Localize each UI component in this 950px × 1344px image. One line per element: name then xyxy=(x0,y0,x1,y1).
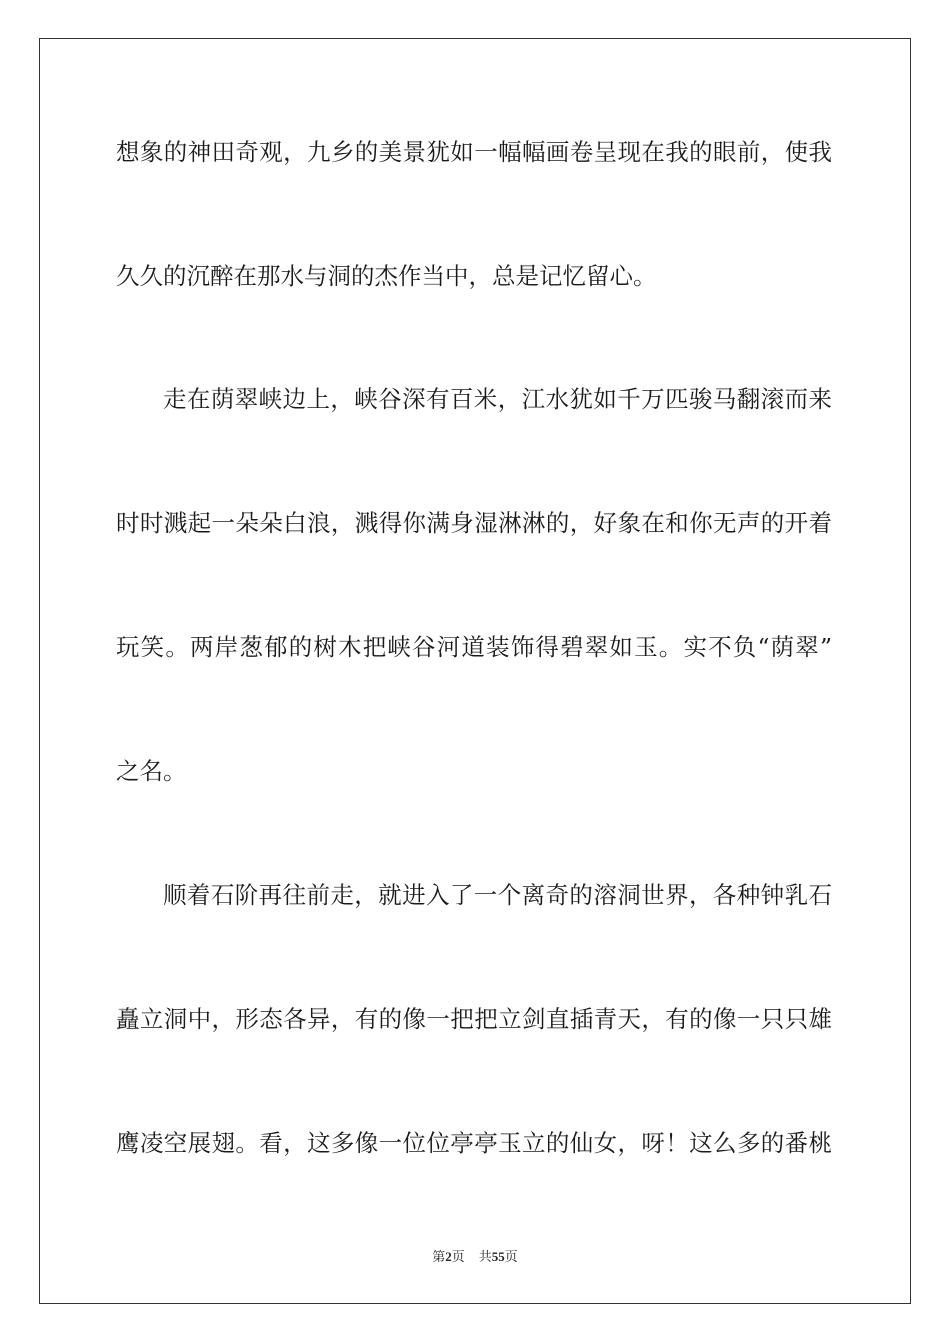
page-number: 2 xyxy=(445,1249,452,1264)
page-prefix: 第 xyxy=(432,1250,446,1265)
page-suffix: 页 xyxy=(451,1250,465,1265)
text-line: 久久的沉醉在那水与洞的杰作当中，总是记忆留心。 xyxy=(116,262,657,290)
text-line: 玩笑。两岸葱郁的树木把峡谷河道装饰得碧翠如玉。实不负“荫翠” xyxy=(116,633,832,661)
text-line: 之名。 xyxy=(116,757,187,785)
text-line: 矗立洞中，形态各异，有的像一把把立剑直插青天，有的像一只只雄 xyxy=(116,1005,832,1033)
page-border xyxy=(39,38,911,1304)
text-line: 鹰凌空展翅。看，这多像一位位亭亭玉立的仙女，呀！这么多的番桃 xyxy=(116,1129,832,1157)
total-prefix: 共 xyxy=(478,1250,492,1265)
total-suffix: 页 xyxy=(504,1250,518,1265)
total-pages: 55 xyxy=(491,1249,505,1264)
text-line: 走在荫翠峡边上，峡谷深有百米，江水犹如千万匹骏马翻滚而来 xyxy=(163,385,832,413)
text-line: 顺着石阶再往前走，就进入了一个离奇的溶洞世界，各种钟乳石 xyxy=(163,881,832,909)
text-line: 时时溅起一朵朵白浪，溅得你满身湿淋淋的，好象在和你无声的开着 xyxy=(116,509,832,537)
page-footer xyxy=(0,1248,950,1267)
text-line: 想象的神田奇观，九乡的美景犹如一幅幅画卷呈现在我的眼前，使我 xyxy=(116,138,832,166)
